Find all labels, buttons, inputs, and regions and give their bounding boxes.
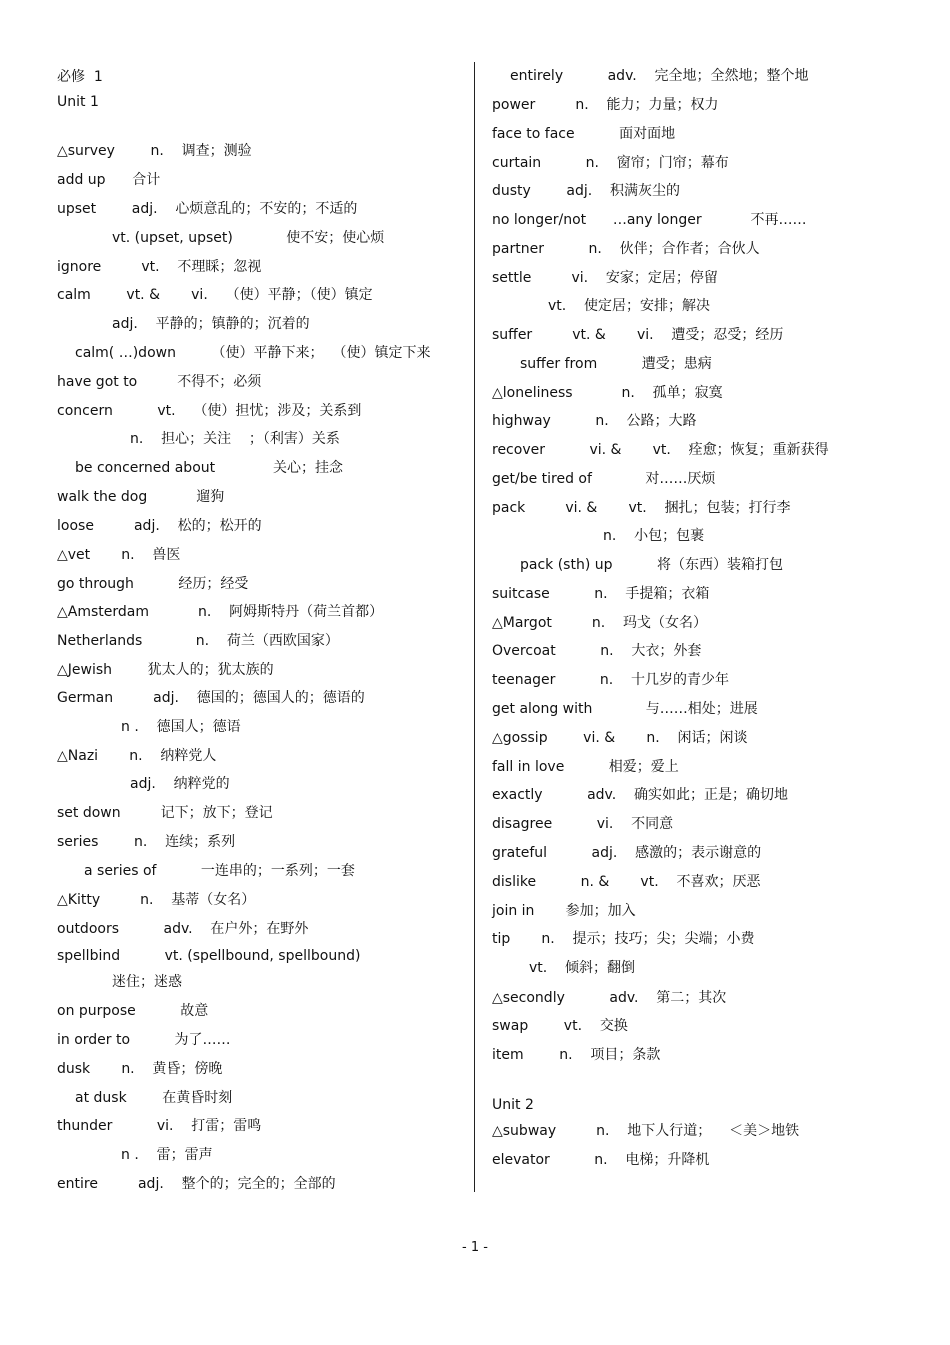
vocab-line: highway n. 公路；大路 xyxy=(492,413,697,429)
vocab-line: on purpose 故意 xyxy=(57,1003,209,1019)
vocab-line: entire adj. 整个的；完全的；全部的 xyxy=(57,1176,336,1192)
vocab-line: 迷住；迷惑 xyxy=(112,974,182,990)
vocab-line: dislike n. & vt. 不喜欢；厌恶 xyxy=(492,874,761,890)
vocab-line: dusk n. 黄昏；傍晚 xyxy=(57,1061,223,1077)
vocab-line: △subway n. 地下人行道； ＜美＞地铁 xyxy=(492,1123,800,1139)
vocab-line: in order to 为了…… xyxy=(57,1032,231,1048)
vocab-line: vt. (upset, upset) 使不安；使心烦 xyxy=(112,230,385,246)
vocab-line: walk the dog 遛狗 xyxy=(57,489,225,505)
vocab-line: n. 小包；包裹 xyxy=(603,528,705,544)
vocab-line: upset adj. 心烦意乱的；不安的；不适的 xyxy=(57,201,358,217)
vocab-line: be concerned about 关心；挂念 xyxy=(75,460,343,476)
vocab-line: pack vi. & vt. 捆扎；包装；打行李 xyxy=(492,500,791,516)
vocab-line: calm( …)down （使）平静下来； （使）镇定下来 xyxy=(75,345,431,361)
vocab-line: partner n. 伙伴；合作者；合伙人 xyxy=(492,241,760,257)
vocab-line: power n. 能力；力量；权力 xyxy=(492,97,719,113)
vocab-line: have got to 不得不；必须 xyxy=(57,374,262,390)
column-divider xyxy=(474,62,475,1192)
vocab-line: go through 经历；经受 xyxy=(57,576,249,592)
vocab-line: swap vt. 交换 xyxy=(492,1018,628,1034)
vocab-line: vt. 倾斜；翻倒 xyxy=(529,960,636,976)
vocab-line: entirely adv. 完全地；全然地；整个地 xyxy=(510,68,809,84)
vocab-line: disagree vi. 不同意 xyxy=(492,816,674,832)
vocab-line: join in 参加；加入 xyxy=(492,903,636,919)
vocab-line: n. 担心；关注 ；（利害）关系 xyxy=(130,431,340,447)
vocab-line: get/be tired of 对……厌烦 xyxy=(492,471,716,487)
vocab-line: n . 雷；雷声 xyxy=(121,1147,213,1163)
vocab-line: n . 德国人；德语 xyxy=(121,719,241,735)
vocab-line: suffer from 遭受；患病 xyxy=(520,356,712,372)
vocab-line: set down 记下；放下；登记 xyxy=(57,805,273,821)
vocab-line: suffer vt. & vi. 遭受；忍受；经历 xyxy=(492,327,784,343)
vocab-line: recover vi. & vt. 痊愈；恢复；重新获得 xyxy=(492,442,829,458)
page-number: - 1 - xyxy=(462,1240,488,1255)
vocab-line: at dusk 在黄昏时刻 xyxy=(75,1090,233,1106)
vocab-line: calm vt. & vi. （使）平静；（使）镇定 xyxy=(57,287,373,303)
vocab-line: get along with 与……相处；进展 xyxy=(492,701,758,717)
vocab-line: tip n. 提示；技巧；尖；尖端；小费 xyxy=(492,931,755,947)
vocab-line: exactly adv. 确实如此；正是；确切地 xyxy=(492,787,789,803)
vocab-line: ignore vt. 不理睬；忽视 xyxy=(57,259,262,275)
vocab-line: △Nazi n. 纳粹党人 xyxy=(57,748,217,764)
vocab-line: Netherlands n. 荷兰（西欧国家） xyxy=(57,633,339,649)
vocab-line: a series of 一连串的；一系列；一套 xyxy=(84,863,355,879)
vocab-line: outdoors adv. 在户外；在野外 xyxy=(57,921,309,937)
vocab-line: face to face 面对面地 xyxy=(492,126,676,142)
vocab-line: adj. 纳粹党的 xyxy=(130,776,230,792)
vocab-line: △loneliness n. 孤单；寂寞 xyxy=(492,385,723,401)
vocab-line: add up 合计 xyxy=(57,172,161,188)
vocab-line: curtain n. 窗帘；门帘；幕布 xyxy=(492,155,729,171)
vocab-line: loose adj. 松的；松开的 xyxy=(57,518,262,534)
vocab-line: grateful adj. 感激的；表示谢意的 xyxy=(492,845,762,861)
vocab-line: Unit 1 xyxy=(57,94,99,110)
vocab-line: △survey n. 调查；测验 xyxy=(57,143,252,159)
vocab-line: fall in love 相爱；爱上 xyxy=(492,759,679,775)
vocab-line: teenager n. 十几岁的青少年 xyxy=(492,672,730,688)
vocab-line: △Kitty n. 基蒂（女名） xyxy=(57,892,256,908)
vocab-line: series n. 连续；系列 xyxy=(57,834,236,850)
vocab-line: concern vt. （使）担忧；涉及；关系到 xyxy=(57,403,362,419)
vocab-line: Overcoat n. 大衣；外套 xyxy=(492,643,702,659)
vocab-line: German adj. 德国的；德国人的；德语的 xyxy=(57,690,365,706)
vocab-line: pack (sth) up 将（东西）装箱打包 xyxy=(520,557,784,573)
vocab-line: 必修 1 xyxy=(57,69,103,85)
vocab-line: Unit 2 xyxy=(492,1097,534,1113)
vocab-line: no longer/not …any longer 不再…… xyxy=(492,212,807,228)
vocab-line: adj. 平静的；镇静的；沉着的 xyxy=(112,316,310,332)
vocab-line: item n. 项目；条款 xyxy=(492,1047,661,1063)
vocab-line: △gossip vi. & n. 闲话；闲谈 xyxy=(492,730,748,746)
vocab-line: spellbind vt. (spellbound, spellbound) xyxy=(57,948,361,964)
vocab-line: △Margot n. 玛戈（女名） xyxy=(492,615,708,631)
vocab-line: elevator n. 电梯；升降机 xyxy=(492,1152,710,1168)
vocab-line: △Amsterdam n. 阿姆斯特丹（荷兰首都） xyxy=(57,604,384,620)
vocab-line: △secondly adv. 第二；其次 xyxy=(492,990,727,1006)
vocab-line: vt. 使定居；安排；解决 xyxy=(548,298,711,314)
vocab-line: settle vi. 安家；定居；停留 xyxy=(492,270,718,286)
vocab-line: thunder vi. 打雷；雷鸣 xyxy=(57,1118,262,1134)
vocab-line: △vet n. 兽医 xyxy=(57,547,181,563)
vocab-line: dusty adj. 积满灰尘的 xyxy=(492,183,681,199)
vocab-line: △Jewish 犹太人的；犹太族的 xyxy=(57,662,274,678)
vocab-line: suitcase n. 手提箱；衣箱 xyxy=(492,586,710,602)
